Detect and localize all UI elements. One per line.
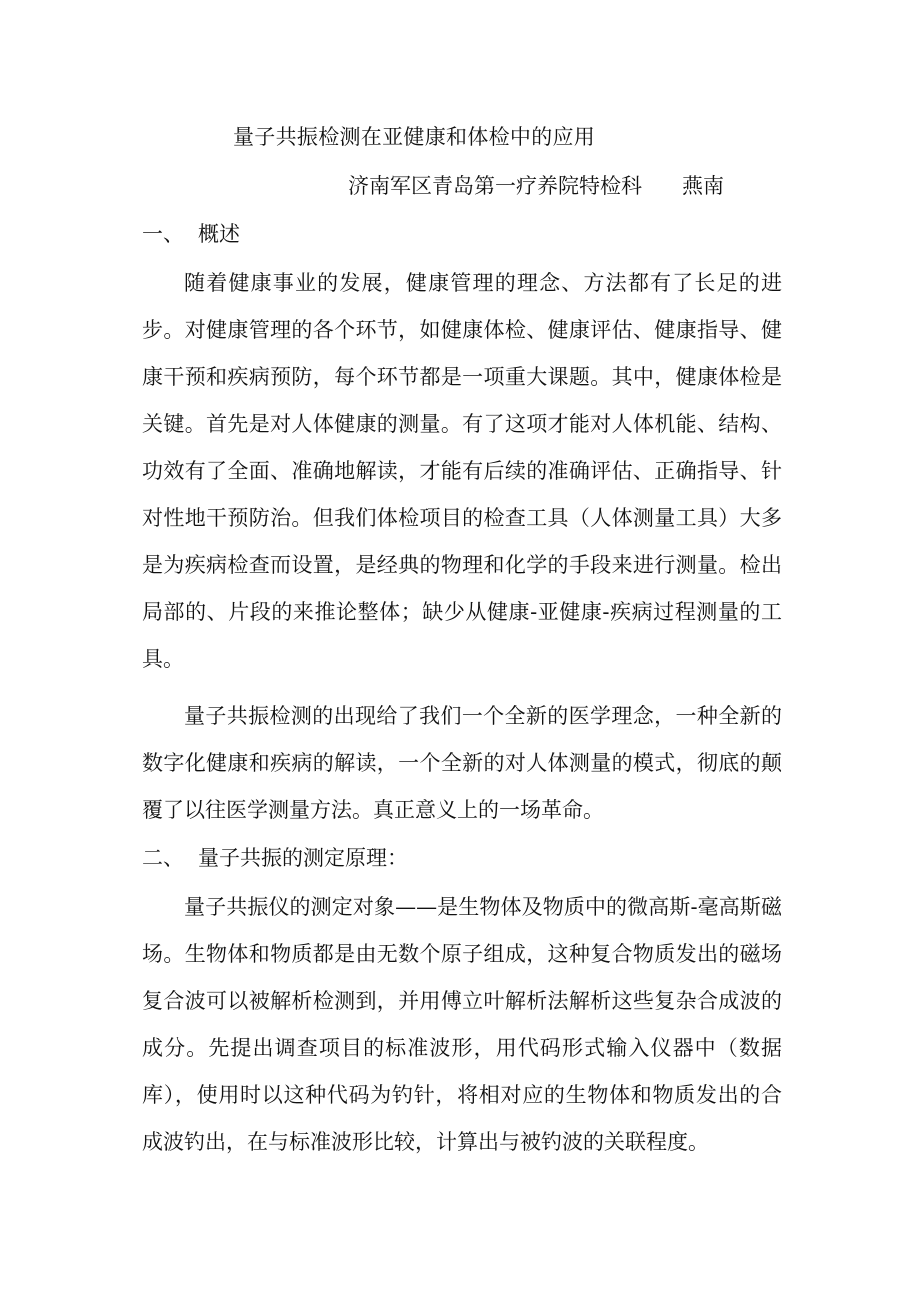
paragraph-overview-1: 随着健康事业的发展，健康管理的理念、方法都有了长足的进步。对健康管理的各个环节，如健康体检、健康评估、健康指导、健康干预和疾病预防，每个环节都是一项重大课题。其中，健康体检是关键。首先是对人体健康的测量。有了这项才能对人体机能、结构、功效有了全面、准确地解读，才能有后续的准确评估、正确指导、针对性地干预防治。但我们体检项目的检查工具（人体测量工具）大多是为疾病检查而设置，是经典的物理和化学的手段来进行测量。检出局部的、片段的来推论整体；缺少从健康-亚健康-疾病过程测量的工具。	[142, 271, 782, 671]
section-heading-1	[142, 219, 240, 249]
section-title: 量子共振的测定原理：	[198, 846, 408, 870]
section-title: 概述	[198, 222, 240, 246]
byline	[348, 171, 724, 201]
paragraph-overview-2: 量子共振检测的出现给了我们一个全新的医学理念，一种全新的数字化健康和疾病的解读，一个全新的对人体测量的模式，彻底的颠覆了以往医学测量方法。真正意义上的一场革命。	[142, 704, 782, 822]
document-title: 量子共振检测在亚健康和体检中的应用	[233, 125, 596, 149]
section-number: 一、	[142, 222, 184, 246]
author-name: 燕南	[682, 174, 724, 198]
affiliation: 济南军区青岛第一疗养院特检科	[348, 174, 642, 198]
paragraph-principle-1: 量子共振仪的测定对象——是生物体及物质中的微高斯-毫高斯磁场。生物体和物质都是由无数个原子组成，这种复合物质发出的磁场复合波可以被解析检测到，并用傅立叶解析法解析这些复杂合成波的成分。先提出调查项目的标准波形，用代码形式输入仪器中（数据库），使用时以这种代码为钓针，将相对应的生物体和物质发出的合成波钓出，在与标准波形比较，计算出与被钓波的关联程度。	[142, 895, 782, 1154]
section-heading-2	[142, 843, 408, 873]
section-number: 二、	[142, 846, 184, 870]
